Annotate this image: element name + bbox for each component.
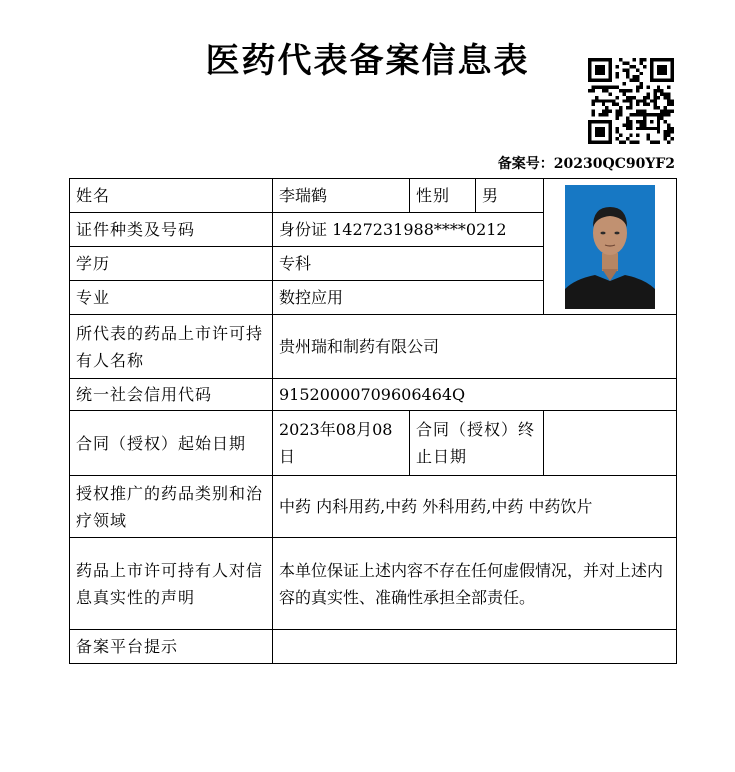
info-table [69, 178, 677, 664]
qr-code [588, 58, 674, 144]
row-declaration [70, 538, 677, 630]
start-value: 2023年08月08日 [273, 411, 410, 476]
person-photo [565, 185, 655, 309]
gender-label: 性别 [410, 179, 476, 213]
category-value: 中药 内科用药,中药 外科用药,中药 中药饮片 [273, 476, 677, 538]
tip-label: 备案平台提示 [70, 630, 273, 664]
record-number-value: 20230QC90YF2 [553, 156, 675, 172]
gender-value: 男 [476, 179, 544, 213]
declaration-value: 本单位保证上述内容不存在任何虚假情况，并对上述内容的真实性、准确性承担全部责任。 [273, 538, 677, 630]
major-label: 专业 [70, 281, 273, 315]
education-value: 专科 [273, 247, 544, 281]
name-label: 姓名 [70, 179, 273, 213]
row-name [70, 179, 677, 213]
row-credit [70, 379, 677, 411]
education-label: 学历 [70, 247, 273, 281]
holder-value: 贵州瑞和制药有限公司 [273, 315, 677, 379]
credit-value: 91520000709606464Q [273, 379, 677, 411]
credit-label: 统一社会信用代码 [70, 379, 273, 411]
page-title: 医药代表备案信息表 [205, 41, 530, 81]
end-value [544, 411, 677, 476]
row-tip [70, 630, 677, 664]
major-value: 数控应用 [273, 281, 544, 315]
row-holder [70, 315, 677, 379]
end-label: 合同（授权）终止日期 [410, 411, 544, 476]
holder-label: 所代表的药品上市许可持有人名称 [70, 315, 273, 379]
id-value: 身份证 1427231988****0212 [273, 213, 544, 247]
start-label: 合同（授权）起始日期 [70, 411, 273, 476]
category-label: 授权推广的药品类别和治疗领域 [70, 476, 273, 538]
row-category [70, 476, 677, 538]
record-number-label: 备案号： [497, 156, 554, 172]
row-dates [70, 411, 677, 476]
tip-value [273, 630, 677, 664]
record-number [498, 153, 675, 173]
photo-cell [544, 179, 677, 315]
name-value: 李瑞鹤 [273, 179, 410, 213]
id-label: 证件种类及号码 [70, 213, 273, 247]
declaration-label: 药品上市许可持有人对信息真实性的声明 [70, 538, 273, 630]
